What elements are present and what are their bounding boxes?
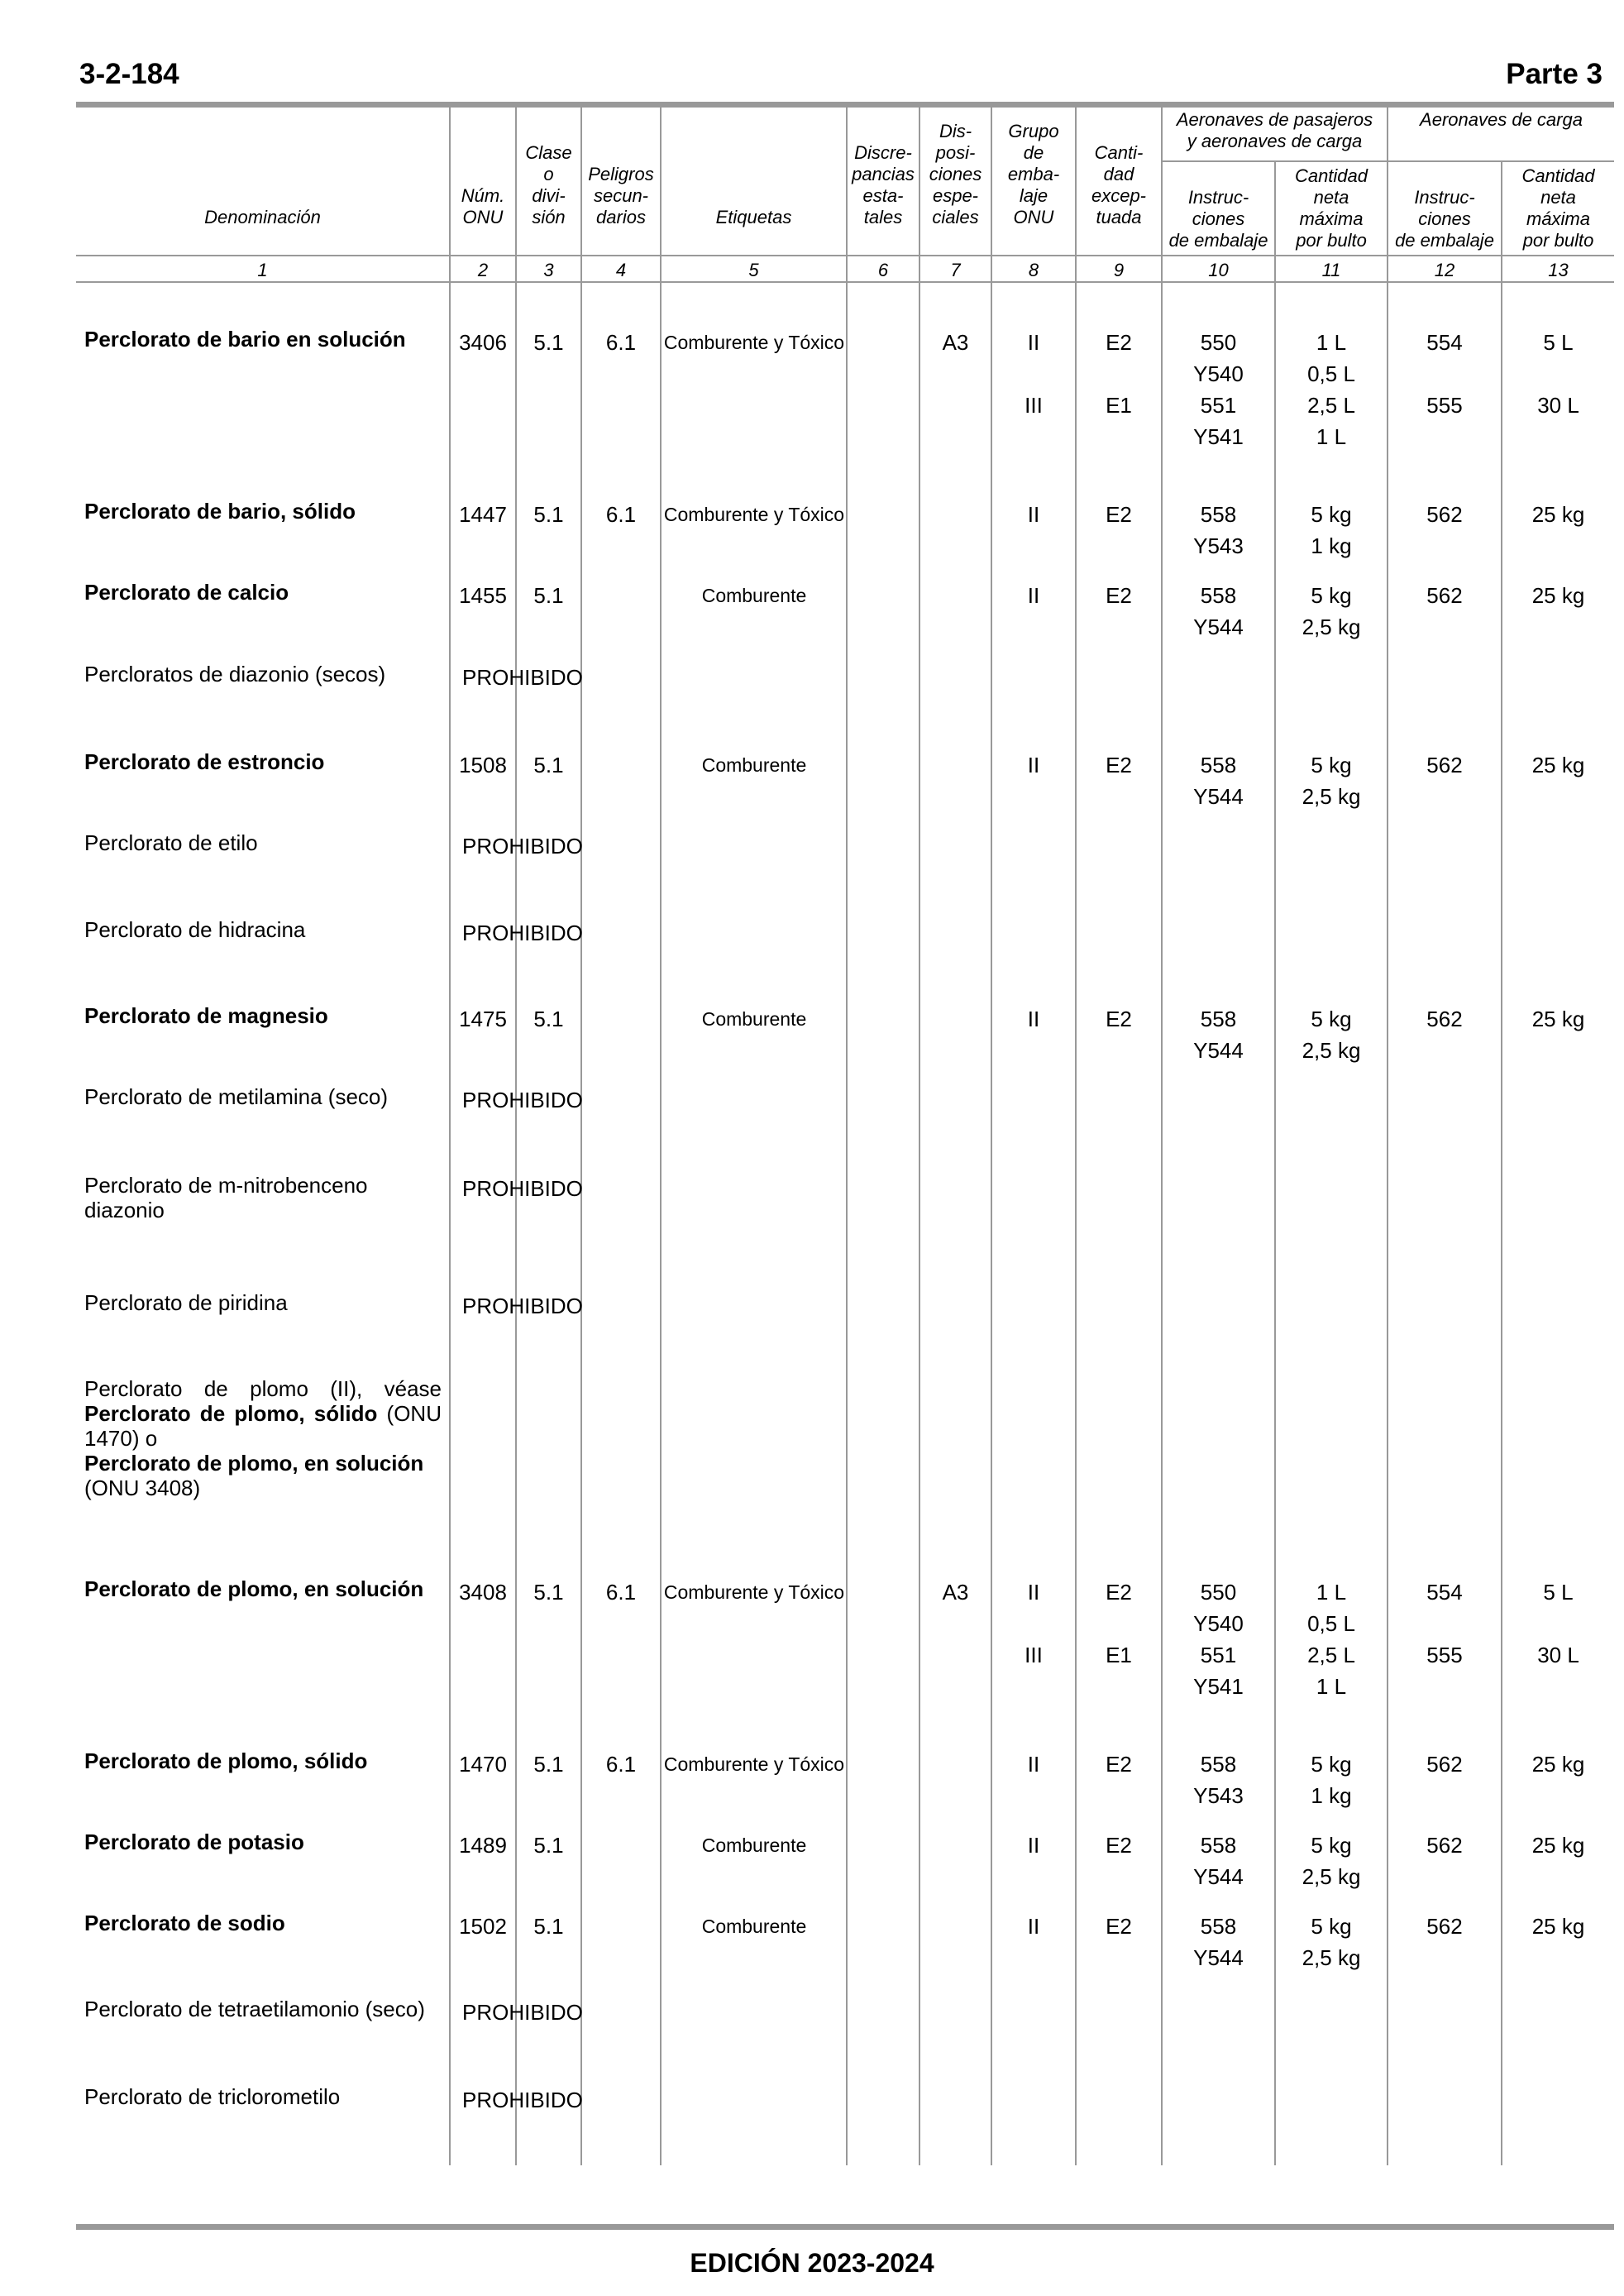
max-net-quantity-passenger: 1 L [1316,1580,1347,1605]
edition-footer: EDICIÓN 2023-2024 [690,2248,934,2278]
col-number: 13 [1548,260,1569,280]
hazard-label: Comburente [701,1916,807,1937]
col-number: 9 [1113,260,1125,280]
packing-instruction-passenger: Y544 [1193,1864,1244,1889]
col-number: 10 [1208,260,1229,280]
packing-group: II [1027,583,1040,608]
packing-group: III [1025,393,1043,418]
col-header-peligros: Peligros secun- darios [588,164,654,227]
subsidiary-hazard: 6.1 [605,330,637,355]
entry-name: Perclorato de bario en solución [84,327,406,352]
max-net-quantity-passenger: 5 kg [1311,1007,1352,1031]
max-net-quantity-passenger: 2,5 kg [1302,1038,1361,1063]
packing-instruction-passenger: 551 [1200,1643,1237,1667]
entry-name: Percloratos de diazonio (secos) [84,662,386,686]
excepted-quantity: E2 [1106,1914,1132,1939]
un-number: 1475 [459,1007,507,1031]
col-divider [1501,160,1502,2165]
prohibited-label: PROHIBIDO [462,1088,583,1112]
entry-name: Perclorato de m-nitrobenceno diazonio [84,1173,368,1222]
packing-group: II [1027,1580,1040,1605]
packing-instruction-passenger: Y544 [1193,615,1244,639]
top-rule [76,102,1614,108]
col-number: 5 [748,260,759,280]
packing-instruction-passenger: Y540 [1193,1611,1244,1636]
hazard-label: Comburente y Tóxico [663,332,845,353]
entry-name: Perclorato de plomo, en solución [84,1576,424,1601]
entry-name: Perclorato de etilo [84,830,258,855]
excepted-quantity: E2 [1106,583,1132,608]
class-division: 5.1 [533,1007,564,1031]
entry-name: Perclorato de hidracina [84,917,306,942]
packing-instruction-cargo: 562 [1426,1752,1463,1777]
subsidiary-hazard: 6.1 [605,1752,637,1777]
entry-name: Perclorato de tetraetilamonio (seco) [84,1997,425,2021]
class-division: 5.1 [533,1833,564,1858]
packing-group: II [1027,753,1040,777]
class-division: 5.1 [533,330,564,355]
col-header-cantidad-pasajeros: Cantidad neta máxima por bulto [1294,165,1368,251]
prohibited-label: PROHIBIDO [462,921,583,945]
packing-instruction-cargo: 554 [1426,330,1463,355]
un-number: 1508 [459,753,507,777]
entry-name-part: Perclorato de plomo, en solución [84,1451,424,1476]
col-header-denominacion: Denominación [204,207,321,227]
max-net-quantity-cargo: 25 kg [1531,583,1585,608]
special-provision: A3 [942,1580,969,1605]
packing-instruction-passenger: 558 [1200,1752,1237,1777]
packing-instruction-passenger: 550 [1200,1580,1237,1605]
class-division: 5.1 [533,1752,564,1777]
packing-instruction-passenger: Y544 [1193,1945,1244,1970]
col-number: 12 [1434,260,1455,280]
max-net-quantity-passenger: 5 kg [1311,1914,1352,1939]
max-net-quantity-passenger: 1 L [1316,330,1347,355]
packing-instruction-passenger: Y540 [1193,361,1244,386]
un-number: 1447 [459,502,507,527]
excepted-quantity: E1 [1106,1643,1132,1667]
entry-name: Perclorato de magnesio [84,1003,328,1028]
packing-instruction-cargo: 555 [1426,1643,1463,1667]
entry-name: Perclorato de triclorometilo [84,2084,341,2109]
col-number: 1 [257,260,268,280]
excepted-quantity: E2 [1106,502,1132,527]
packing-instruction-cargo: 562 [1426,753,1463,777]
un-number: 3408 [459,1580,507,1605]
class-division: 5.1 [533,753,564,777]
entry-name: Perclorato de calcio [84,580,289,605]
max-net-quantity-cargo: 25 kg [1531,1007,1585,1031]
prohibited-label: PROHIBIDO [462,1176,583,1201]
excepted-quantity: E2 [1106,753,1132,777]
packing-group: II [1027,1007,1040,1031]
un-number: 1455 [459,583,507,608]
packing-instruction-passenger: 558 [1200,1914,1237,1939]
col-header-clase: Clase o divi- sión [525,142,572,227]
hazard-label: Comburente [701,585,807,606]
entry-name [84,1376,442,1500]
excepted-quantity: E2 [1106,330,1132,355]
max-net-quantity-passenger: 2,5 L [1307,1643,1355,1667]
col-number: 6 [877,260,889,280]
prohibited-label: PROHIBIDO [462,834,583,859]
excepted-quantity: E2 [1106,1007,1132,1031]
max-net-quantity-cargo: 30 L [1537,1643,1579,1667]
group-header-carga: Aeronaves de carga [1420,109,1583,130]
col-number: 7 [950,260,961,280]
max-net-quantity-passenger: 1 L [1316,1674,1347,1699]
packing-instruction-passenger: Y544 [1193,1038,1244,1063]
col-divider [919,106,920,2165]
packing-instruction-passenger: Y544 [1193,784,1244,809]
excepted-quantity: E1 [1106,393,1132,418]
col-header-grupo: Grupo de emba- laje ONU [1007,121,1060,227]
class-division: 5.1 [533,1914,564,1939]
col-header-disposiciones: Dis- posi- ciones espe- ciales [929,121,982,227]
col-header-discrepancias: Discre- pancias esta- tales [852,142,915,227]
max-net-quantity-passenger: 1 kg [1311,533,1352,558]
entry-name: Perclorato de estroncio [84,749,325,774]
packing-group: II [1027,1833,1040,1858]
un-number: 1470 [459,1752,507,1777]
packing-group: II [1027,1752,1040,1777]
hazard-label: Comburente [701,754,807,776]
max-net-quantity-cargo: 5 L [1543,330,1574,355]
hazard-label: Comburente y Tóxico [663,1753,845,1775]
un-number: 1489 [459,1833,507,1858]
hazard-label: Comburente [701,1834,807,1856]
subsidiary-hazard: 6.1 [605,502,637,527]
col-number: 3 [543,260,554,280]
header-divider [76,255,1614,256]
packing-group: II [1027,1914,1040,1939]
max-net-quantity-passenger: 1 L [1316,424,1347,449]
max-net-quantity-passenger: 2,5 L [1307,393,1355,418]
special-provision: A3 [942,330,969,355]
packing-instruction-passenger: 558 [1200,583,1237,608]
col-number: 8 [1028,260,1039,280]
subsidiary-hazard: 6.1 [605,1580,637,1605]
packing-instruction-passenger: 558 [1200,502,1237,527]
number-row-divider [76,281,1614,283]
max-net-quantity-passenger: 1 kg [1311,1783,1352,1808]
packing-instruction-passenger: 558 [1200,1833,1237,1858]
col-header-instrucciones-carga: Instruc- ciones de embalaje [1395,187,1494,251]
excepted-quantity: E2 [1106,1580,1132,1605]
max-net-quantity-passenger: 0,5 L [1307,361,1355,386]
max-net-quantity-passenger: 5 kg [1311,502,1352,527]
col-header-cantidad-carga: Cantidad neta máxima por bulto [1521,165,1595,251]
max-net-quantity-cargo: 25 kg [1531,1833,1585,1858]
class-division: 5.1 [533,502,564,527]
max-net-quantity-passenger: 5 kg [1311,1833,1352,1858]
packing-instruction-passenger: Y541 [1193,1674,1244,1699]
hazard-label: Comburente [701,1008,807,1030]
prohibited-label: PROHIBIDO [462,665,583,690]
hazard-label: Comburente y Tóxico [663,504,845,525]
packing-group: II [1027,330,1040,355]
max-net-quantity-cargo: 25 kg [1531,1752,1585,1777]
col-header-cantidad-exceptuada: Canti- dad excep- tuada [1091,142,1147,227]
group-header-pasajeros: Aeronaves de pasajeros y aeronaves de carga [1176,109,1373,151]
max-net-quantity-passenger: 2,5 kg [1302,615,1361,639]
entry-name-part: Perclorato de plomo (II), véase [84,1376,442,1401]
entry-name: Perclorato de potasio [84,1830,304,1854]
prohibited-label: PROHIBIDO [462,2000,583,2025]
col-number: 2 [477,260,489,280]
excepted-quantity: E2 [1106,1833,1132,1858]
packing-instruction-passenger: 558 [1200,1007,1237,1031]
un-number: 1502 [459,1914,507,1939]
packing-group: III [1025,1643,1043,1667]
col-header-onu: Núm. ONU [461,185,505,227]
part-title: Parte 3 [1506,58,1603,90]
max-net-quantity-cargo: 5 L [1543,1580,1574,1605]
col-number: 11 [1321,260,1341,280]
packing-instruction-cargo: 562 [1426,583,1463,608]
entry-name: Perclorato de plomo, sólido [84,1748,368,1773]
entry-name-part: (ONU 1470) o [84,1401,442,1451]
packing-instruction-passenger: 550 [1200,330,1237,355]
packing-instruction-passenger: 558 [1200,753,1237,777]
max-net-quantity-passenger: 2,5 kg [1302,784,1361,809]
bottom-rule [76,2224,1614,2230]
prohibited-label: PROHIBIDO [462,1294,583,1318]
packing-instruction-passenger: Y543 [1193,1783,1244,1808]
hazard-label: Comburente y Tóxico [663,1581,845,1603]
col-header-etiquetas: Etiquetas [715,207,792,227]
col-divider [580,106,582,2165]
packing-instruction-cargo: 562 [1426,1007,1463,1031]
col-header-instrucciones-pasajeros: Instruc- ciones de embalaje [1168,187,1268,251]
packing-instruction-cargo: 562 [1426,1833,1463,1858]
max-net-quantity-passenger: 5 kg [1311,583,1352,608]
entry-name: Perclorato de metilamina (seco) [84,1084,389,1109]
entry-name: Perclorato de bario, sólido [84,499,356,524]
packing-instruction-passenger: Y541 [1193,424,1244,449]
page-number: 3-2-184 [79,58,179,90]
packing-instruction-cargo: 562 [1426,1914,1463,1939]
excepted-quantity: E2 [1106,1752,1132,1777]
max-net-quantity-passenger: 2,5 kg [1302,1864,1361,1889]
class-division: 5.1 [533,1580,564,1605]
packing-instruction-passenger: Y543 [1193,533,1244,558]
packing-instruction-passenger: 551 [1200,393,1237,418]
max-net-quantity-cargo: 25 kg [1531,753,1585,777]
packing-instruction-cargo: 555 [1426,393,1463,418]
class-division: 5.1 [533,583,564,608]
max-net-quantity-passenger: 2,5 kg [1302,1945,1361,1970]
max-net-quantity-cargo: 25 kg [1531,502,1585,527]
max-net-quantity-passenger: 0,5 L [1307,1611,1355,1636]
entry-name: Perclorato de piridina [84,1290,288,1315]
entry-name: Perclorato de sodio [84,1911,285,1935]
max-net-quantity-cargo: 30 L [1537,393,1579,418]
entry-name-part: Perclorato de plomo, sólido [84,1401,378,1426]
max-net-quantity-cargo: 25 kg [1531,1914,1585,1939]
col-number: 4 [615,260,627,280]
max-net-quantity-passenger: 5 kg [1311,1752,1352,1777]
prohibited-label: PROHIBIDO [462,2088,583,2112]
un-number: 3406 [459,330,507,355]
packing-instruction-cargo: 554 [1426,1580,1463,1605]
packing-group: II [1027,502,1040,527]
entry-name-part: (ONU 3408) [84,1476,201,1500]
packing-instruction-cargo: 562 [1426,502,1463,527]
max-net-quantity-passenger: 5 kg [1311,753,1352,777]
